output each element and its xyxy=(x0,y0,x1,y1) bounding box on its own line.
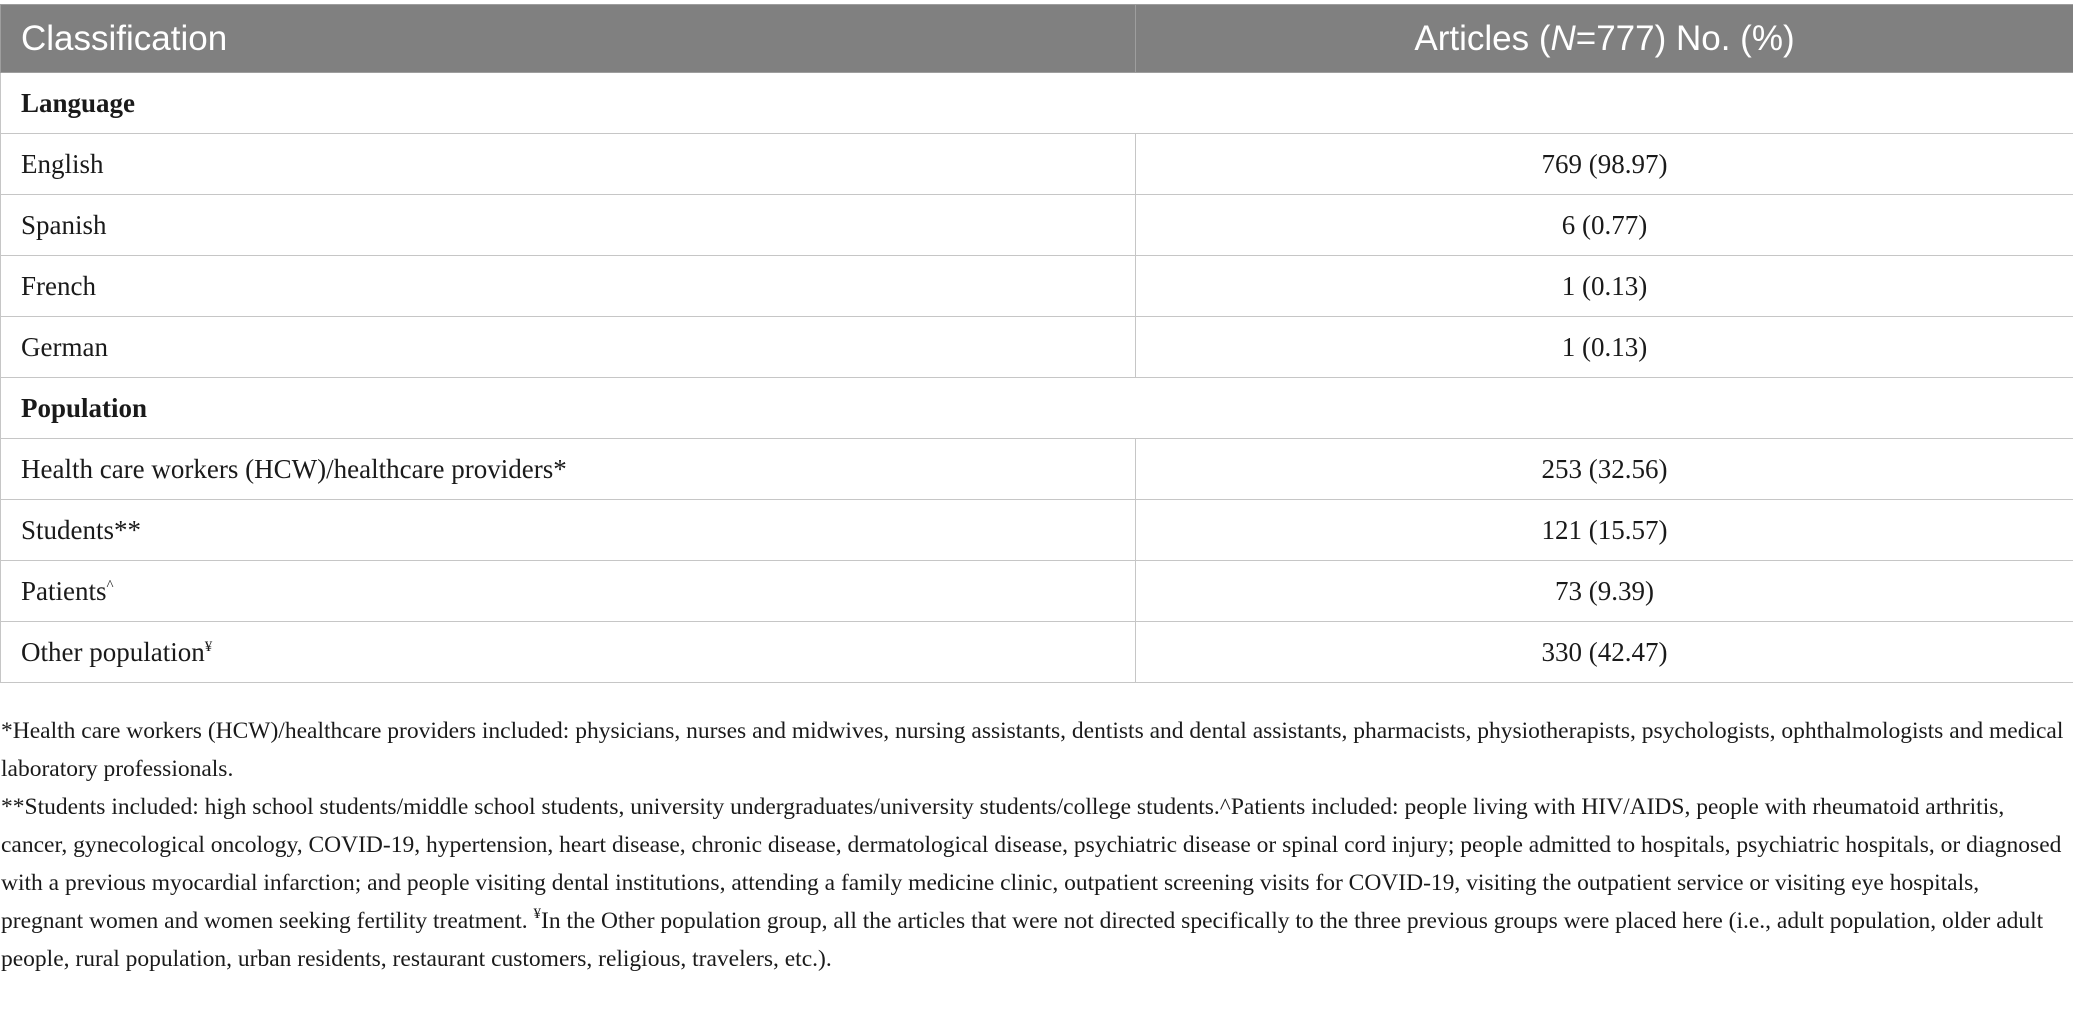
row-value: 253 (32.56) xyxy=(1136,439,2073,500)
header-articles-suffix: =777) No. (%) xyxy=(1575,18,1795,58)
row-value: 1 (0.13) xyxy=(1136,256,2073,317)
row-label-text: Health care workers (HCW)/healthcare providers* xyxy=(21,453,567,484)
row-label xyxy=(1,256,1136,317)
row-label xyxy=(1,500,1136,561)
classification-table xyxy=(0,4,2073,683)
table-row xyxy=(1,195,2073,256)
header-classification: Classification xyxy=(1,5,1136,73)
row-label-mark: ¥ xyxy=(204,638,213,655)
table-row xyxy=(1,317,2073,378)
row-label-text: English xyxy=(21,148,104,179)
footnote-students-patients xyxy=(1,788,2067,978)
header-articles-prefix: Articles ( xyxy=(1414,18,1551,58)
row-label xyxy=(1,195,1136,256)
footnote-hcw: *Health care workers (HCW)/healthcare providers included: physicians, nurses and midwives, nursing assistants, dentists and dental assistants, pharmacists, physiotherapists, psychologists, ophthalmologists and medical laboratory professionals. xyxy=(1,718,2064,782)
table-header-row xyxy=(1,5,2073,73)
classification-table-container xyxy=(0,4,2073,683)
footnote-other-mark: ¥ xyxy=(533,906,542,922)
row-label-mark: ^ xyxy=(106,577,114,594)
row-label-text: Other population xyxy=(21,636,205,667)
footnote-students-patients-text: **Students included: high school students/middle school students, university undergraduates/university students/college students.^Patients included: people living with HIV/AIDS, people with rheumatoid arthritis, cancer, gynecological oncology, COVID-19, hypertension, heart disease, chronic disease, dermatological disease, psychiatric disease or spinal cord injury; people admitted to hospitals, psychiatric hospitals, or diagnosed with a previous myocardial infarction; and people visiting dental institutions, attending a family medicine clinic, outpatient screening visits for COVID-19, visiting the outpatient service or visiting eye hospitals, pregnant women and women seeking fertility treatment. xyxy=(1,794,2062,934)
row-label-text: Spanish xyxy=(21,209,107,240)
header-articles xyxy=(1136,5,2073,73)
row-label xyxy=(1,561,1136,622)
section-title-population: Population xyxy=(1,378,2073,439)
row-value: 73 (9.39) xyxy=(1136,561,2073,622)
row-value: 1 (0.13) xyxy=(1136,317,2073,378)
table-row xyxy=(1,500,2073,561)
header-articles-n: N xyxy=(1550,18,1576,58)
row-value: 330 (42.47) xyxy=(1136,622,2073,683)
footnote-other-text: In the Other population group, all the articles that were not directed specifically to the three previous groups were placed here (i.e., adult population, older adult people, rural population, urban residents, restaurant customers, religious, travelers, etc.). xyxy=(1,908,2044,972)
row-value: 6 (0.77) xyxy=(1136,195,2073,256)
row-label-text: German xyxy=(21,331,108,362)
row-value: 769 (98.97) xyxy=(1136,134,2073,195)
table-row xyxy=(1,256,2073,317)
row-label xyxy=(1,317,1136,378)
row-label-text: Patients xyxy=(21,575,107,606)
row-label xyxy=(1,439,1136,500)
table-row xyxy=(1,134,2073,195)
section-row-population xyxy=(1,378,2073,439)
section-row-language xyxy=(1,73,2073,134)
table-row xyxy=(1,561,2073,622)
table-footnotes xyxy=(1,712,2067,978)
row-label-text: French xyxy=(21,270,96,301)
row-label-text: Students** xyxy=(21,514,142,545)
table-row xyxy=(1,439,2073,500)
section-title-language: Language xyxy=(1,73,2073,134)
row-label xyxy=(1,134,1136,195)
row-label xyxy=(1,622,1136,683)
row-value: 121 (15.57) xyxy=(1136,500,2073,561)
table-row xyxy=(1,622,2073,683)
